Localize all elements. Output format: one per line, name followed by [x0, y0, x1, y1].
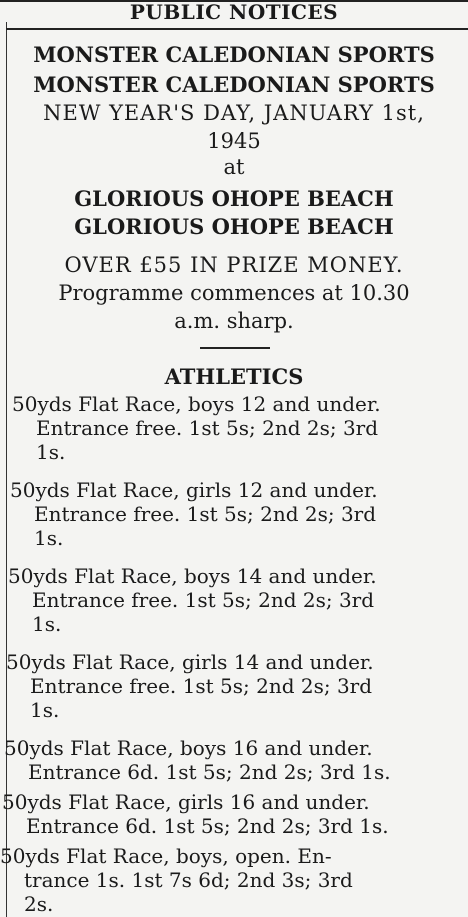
event-line: 1s. — [36, 440, 66, 464]
event-line: 50yds Flat Race, boys 16 and under. — [4, 736, 373, 760]
event-line: 50yds Flat Race, boys, open. En- — [0, 844, 332, 868]
event-line: 50yds Flat Race, boys 14 and under. — [8, 564, 377, 588]
event-item — [10, 478, 378, 550]
at-line: at — [223, 155, 245, 179]
section-title-rule — [6, 28, 468, 30]
event-line: Entrance free. 1st 5s; 2nd 2s; 3rd — [34, 502, 377, 526]
location-line-1: GLORIOUS OHOPE BEACH — [74, 186, 394, 211]
event-item — [6, 650, 374, 722]
date-line: NEW YEAR'S DAY, JANUARY 1st, — [43, 101, 425, 125]
event-item — [12, 392, 381, 464]
event-line: Entrance 6d. 1st 5s; 2nd 2s; 3rd 1s. — [28, 760, 391, 784]
event-line: Entrance free. 1st 5s; 2nd 2s; 3rd — [32, 588, 375, 612]
event-line: trance 1s. 1st 7s 6d; 2nd 3s; 3rd — [24, 868, 353, 892]
programme-line-2: a.m. sharp. — [174, 309, 294, 333]
location-line-2: GLORIOUS OHOPE BEACH — [74, 214, 394, 239]
event-line: 1s. — [30, 698, 60, 722]
event-line: Entrance free. 1st 5s; 2nd 2s; 3rd — [36, 416, 379, 440]
event-line: 50yds Flat Race, boys 12 and under. — [12, 392, 381, 416]
programme-line-1: Programme commences at 10.30 — [58, 281, 410, 305]
event-item — [4, 736, 391, 784]
event-line: 1s. — [34, 526, 64, 550]
event-line: Entrance 6d. 1st 5s; 2nd 2s; 3rd 1s. — [26, 814, 389, 838]
section-divider — [200, 347, 270, 349]
event-line: 1s. — [32, 612, 62, 636]
prize-money-line: OVER £55 IN PRIZE MONEY. — [64, 253, 404, 277]
event-line: Entrance free. 1st 5s; 2nd 2s; 3rd — [30, 674, 373, 698]
event-line: 2s. — [24, 892, 54, 916]
event-line: 50yds Flat Race, girls 14 and under. — [6, 650, 374, 674]
heading-line-2: MONSTER CALEDONIAN SPORTS — [33, 72, 435, 97]
athletics-heading: ATHLETICS — [164, 364, 304, 389]
year-line: 1945 — [207, 129, 261, 153]
event-item — [0, 844, 353, 916]
event-line: 50yds Flat Race, girls 16 and under. — [2, 790, 370, 814]
heading-line-1: MONSTER CALEDONIAN SPORTS — [33, 42, 435, 67]
event-line: 50yds Flat Race, girls 12 and under. — [10, 478, 378, 502]
event-item — [2, 790, 389, 838]
event-item — [8, 564, 377, 636]
section-title: PUBLIC NOTICES — [129, 0, 339, 24]
